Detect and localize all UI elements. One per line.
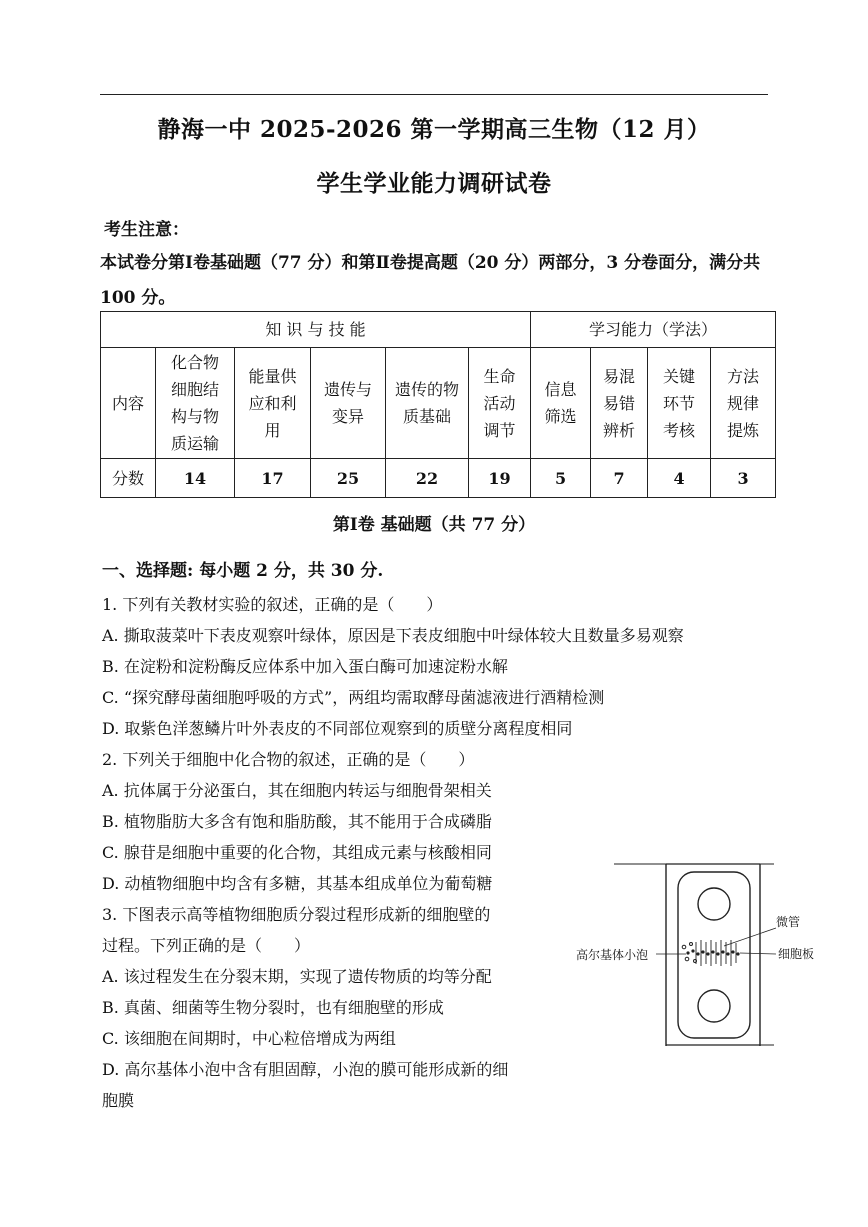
- question-2-stem: 2. 下列关于细胞中化合物的叙述，正确的是（ ）: [102, 750, 475, 769]
- score-cell: 7: [591, 459, 648, 498]
- score-cell: 14: [156, 459, 235, 498]
- paper-title: 静海一中 2025-2026 第一学期高三生物（12 月）: [157, 116, 711, 143]
- nucleus-top: [698, 888, 730, 920]
- question-3-option-b: B. 真菌、细菌等生物分裂时，也有细胞壁的形成: [102, 998, 444, 1017]
- score-cell: 19: [469, 459, 531, 498]
- question-2-option-a: A. 抗体属于分泌蛋白，其在细胞内转运与细胞骨架相关: [102, 781, 492, 800]
- column-header: 易混易错辨析: [603, 366, 636, 440]
- leader-cell-plate: [740, 953, 776, 954]
- score-cell: 4: [648, 459, 711, 498]
- table-group-knowledge: 知 识 与 技 能: [101, 312, 531, 348]
- question-3-stem-line1: 3. 下图表示高等植物细胞质分裂过程形成新的细胞壁的: [102, 905, 491, 924]
- column-header: 遗传与变异: [324, 380, 373, 426]
- row-label-content: 内容: [101, 348, 156, 459]
- nucleus-bottom: [698, 990, 730, 1022]
- column-header: 生命活动调节: [483, 366, 516, 440]
- notice-heading: 考生注意：: [104, 220, 189, 240]
- column-header: 能量供应和利用: [248, 366, 297, 440]
- score-cell: 25: [311, 459, 386, 498]
- score-cell: 22: [386, 459, 469, 498]
- score-cell: 3: [711, 459, 776, 498]
- question-2-option-d: D. 动植物细胞中均含有多糖，其基本组成单位为葡萄糖: [102, 874, 493, 893]
- label-golgi-vesicle: 高尔基体小泡: [576, 948, 649, 962]
- score-distribution-table: [100, 311, 776, 498]
- question-3-option-d-line1: D. 高尔基体小泡中含有胆固醇，小泡的膜可能形成新的细: [102, 1060, 509, 1079]
- label-cell-plate: 细胞板: [778, 947, 815, 961]
- paper-subtitle: 学生学业能力调研试卷: [316, 170, 552, 197]
- table-group-learning: 学习能力（学法）: [531, 312, 776, 348]
- question-3-option-a: A. 该过程发生在分裂末期，实现了遗传物质的均等分配: [102, 967, 492, 986]
- column-header: 关键环节考核: [663, 366, 696, 440]
- column-header: 方法规律提炼: [727, 366, 760, 440]
- choice-section-title: 一、选择题: 每小题 2 分，共 30 分.: [102, 561, 384, 581]
- score-cell: 5: [531, 459, 591, 498]
- notice-text: 本试卷分第Ⅰ卷基础题（77 分）和第Ⅱ卷提高题（20 分）两部分，3 分卷面分，满分共 100 分。: [100, 253, 761, 308]
- question-1-option-b: B. 在淀粉和淀粉酶反应体系中加入蛋白酶可加速淀粉水解: [102, 657, 508, 676]
- question-1-stem: 1. 下列有关教材实验的叙述，正确的是（ ）: [102, 595, 443, 614]
- question-3-option-c: C. 该细胞在间期时，中心粒倍增成为两组: [102, 1029, 396, 1048]
- part1-title: 第Ⅰ卷 基础题（共 77 分）: [332, 515, 536, 535]
- cell-plate: [686, 949, 739, 955]
- question-1-option-a: A. 撕取菠菜叶下表皮观察叶绿体，原因是下表皮细胞中叶绿体较大且数量多易观察: [102, 626, 684, 645]
- column-header: 遗传的物质基础: [395, 380, 460, 426]
- score-cell: 17: [235, 459, 311, 498]
- column-header: 信息筛选: [544, 380, 577, 426]
- header-rule: [100, 94, 768, 95]
- question-3-option-d-line2: 胞膜: [102, 1091, 135, 1110]
- label-microtubule: 微管: [776, 915, 801, 929]
- question-1-option-c: C. “探究酵母菌细胞呼吸的方式”，两组均需取酵母菌滤液进行酒精检测: [102, 688, 605, 707]
- cell-plate-diagram: [574, 858, 824, 1048]
- question-1-option-d: D. 取紫色洋葱鳞片叶外表皮的不同部位观察到的质壁分离程度相同: [102, 719, 573, 738]
- question-3-stem-line2: 过程。下列正确的是（ ）: [102, 936, 311, 955]
- row-label-score: 分数: [101, 459, 156, 498]
- question-2-option-b: B. 植物脂肪大多含有饱和脂肪酸，其不能用于合成磷脂: [102, 812, 492, 831]
- question-2-option-c: C. 腺苷是细胞中重要的化合物，其组成元素与核酸相同: [102, 843, 492, 862]
- column-header: 化合物细胞结构与物质运输: [171, 353, 220, 453]
